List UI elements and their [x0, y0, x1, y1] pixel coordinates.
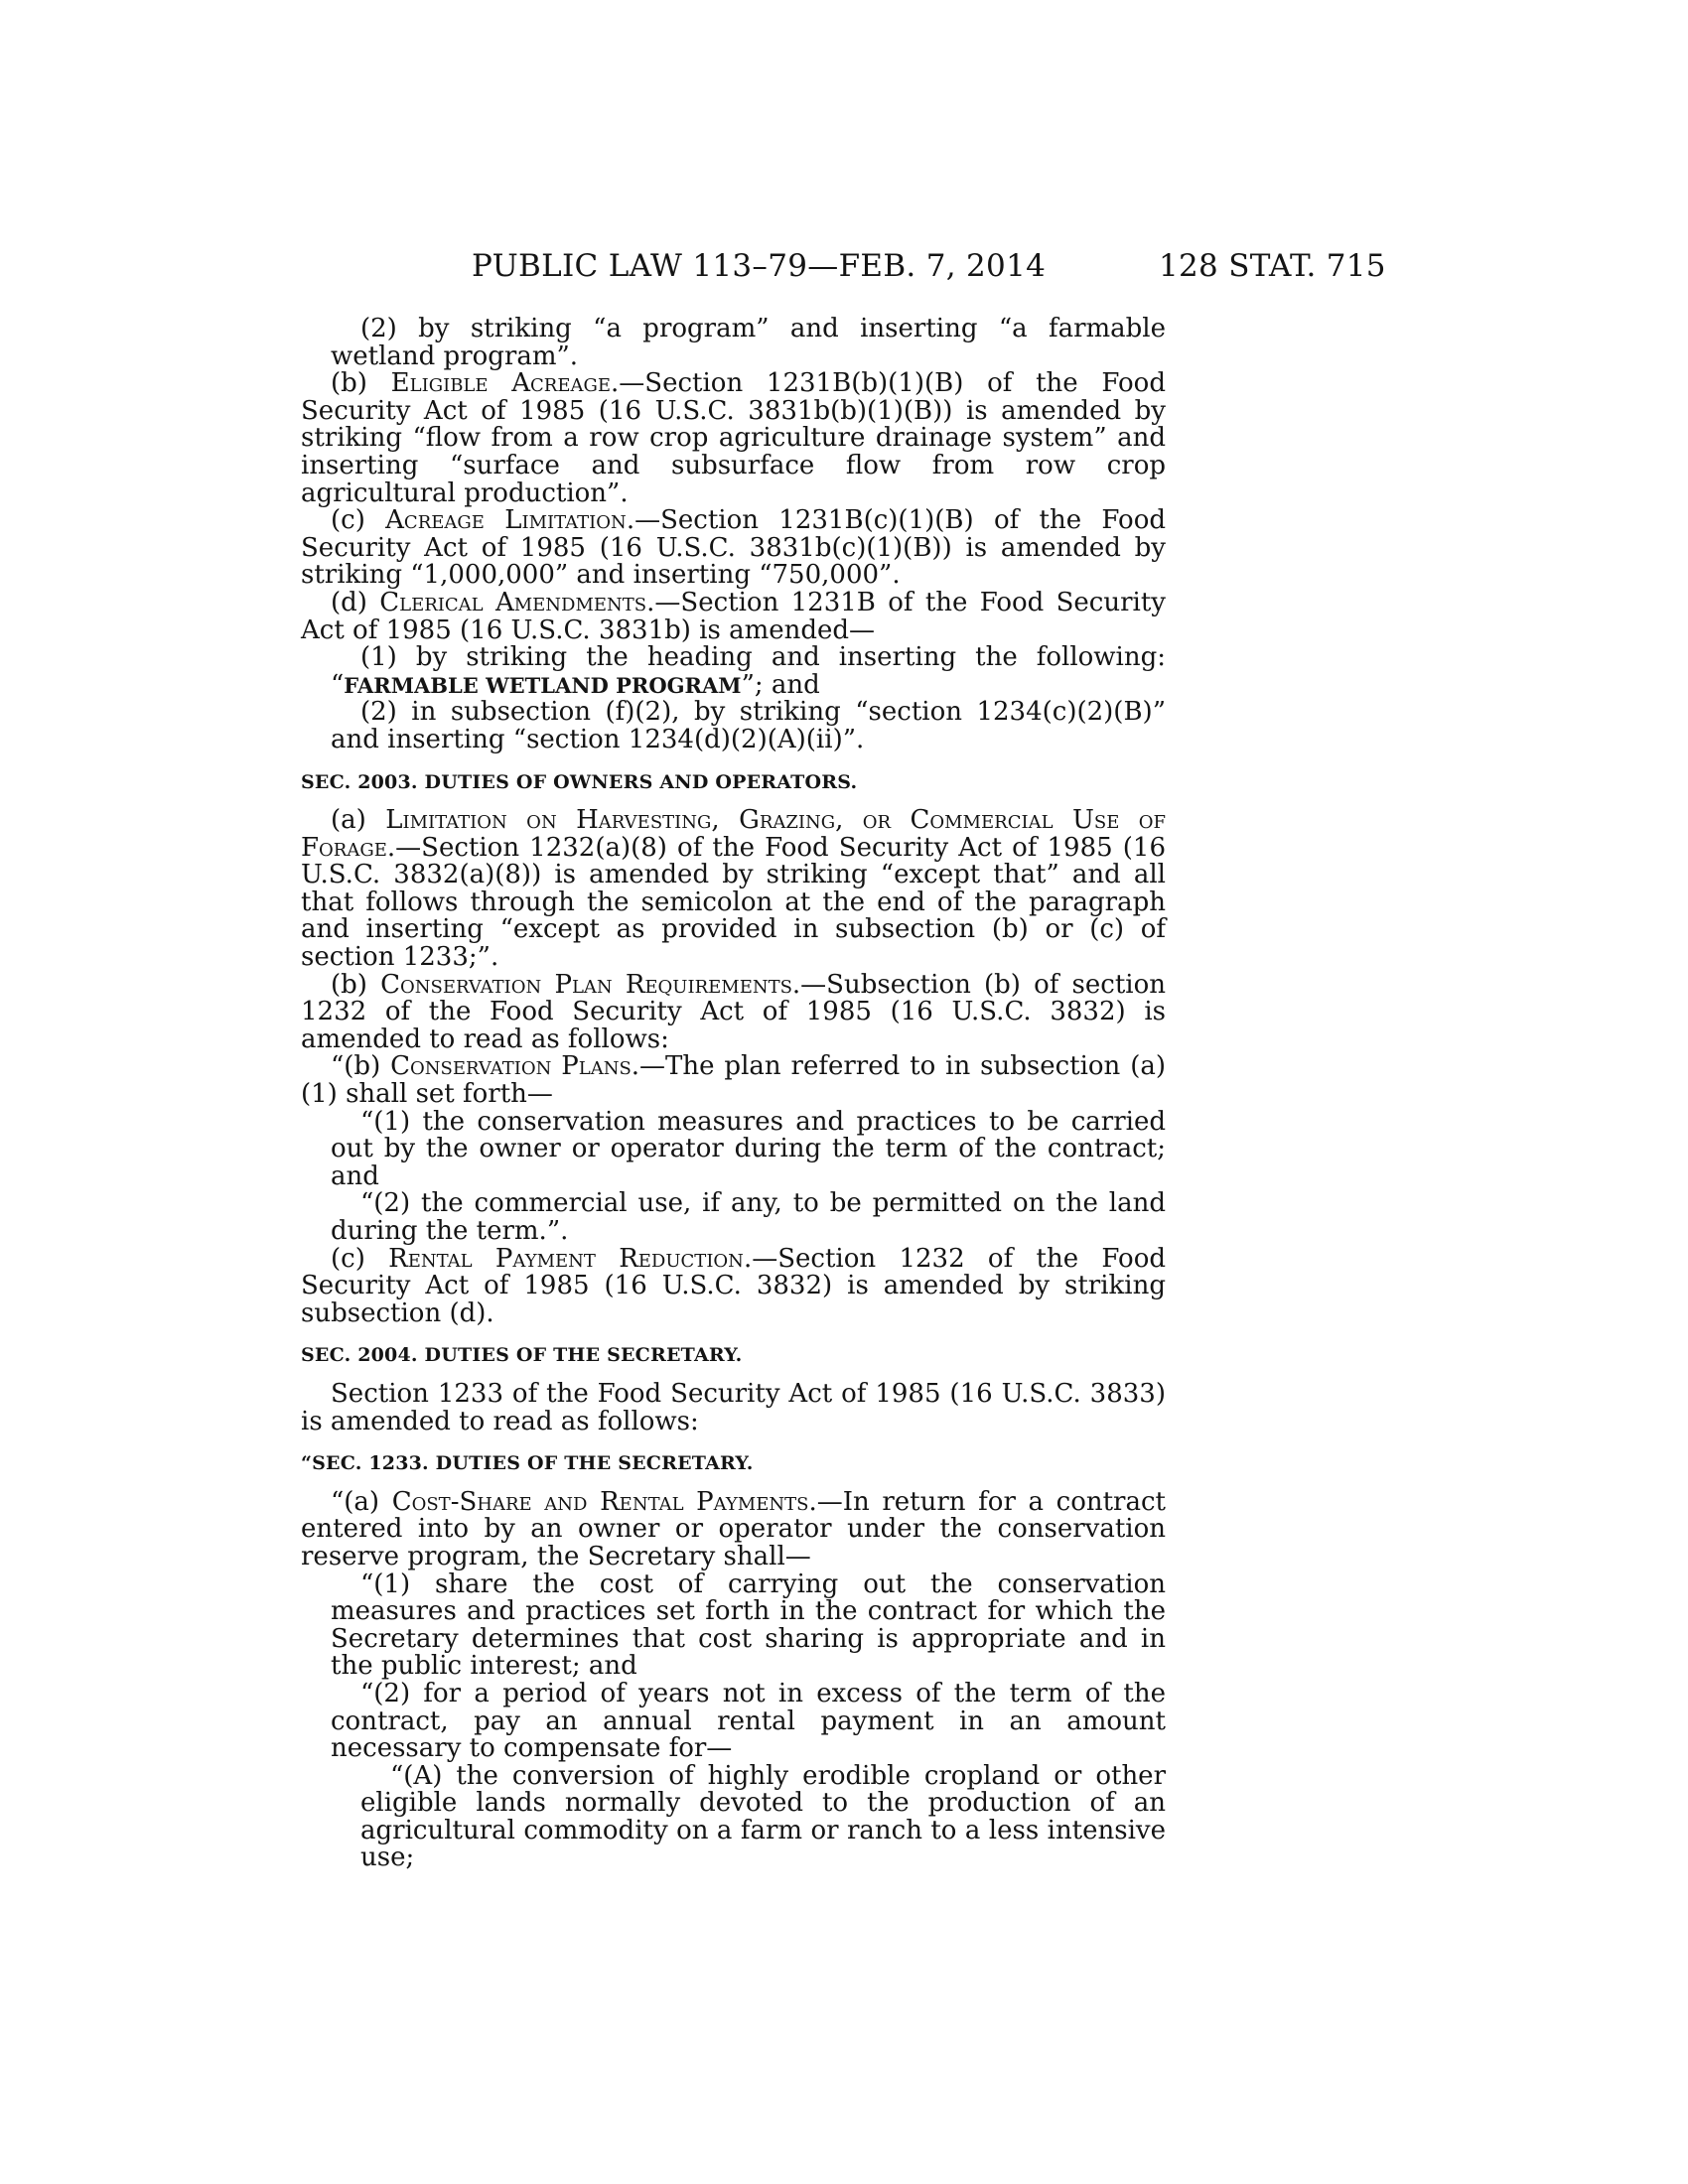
subsection-heading: Clerical Amendments	[379, 587, 647, 617]
section-heading-1233: “SEC. 1233. DUTIES OF THE SECRETARY.	[301, 1452, 754, 1475]
subsection-heading: Limitation on Harvesting, Grazing, or Commercial Use of Forage	[301, 805, 1166, 863]
subsection-b-eligible-acreage: (b) Eligible Acreage.—Section 1231B(b)(1)(B) of the Food Security Act of 1985 (16 U.S.C. 3831b(b)(1)(B)) is amended by striking “flow from a row crop agriculture drainage system” and inserting “surface and subsurface flow from row crop agricultural production”.	[301, 368, 1166, 508]
subsection-a-limitation-harvesting: (a) Limitation on Harvesting, Grazing, or Commercial Use of Forage.—Section 1232(a)(8) of the Food Security Act of 1985 (16 U.S.C. 3832(a)(8)) is amended by striking “except that” and all that follows through the semicolon at the end of the paragraph and inserting “except as provided in subsection (b) or (c) of section 1233;”.	[301, 805, 1166, 973]
page-header	[0, 248, 1688, 288]
quoted-subsection-b-conservation-plans: “(b) Conservation Plans.—The plan referred to in subsection (a)(1) shall set forth—	[301, 1051, 1166, 1110]
running-head: PUBLIC LAW 113–79—FEB. 7, 2014	[472, 248, 1047, 284]
quoted-paragraph-1: “(1) the conservation measures and practices to be carried out by the owner or operator during the term of the contract; and	[331, 1106, 1166, 1191]
subsection-a-cost-share: “(a) Cost-Share and Rental Payments.—In return for a contract entered into by an owner or operator under the conservation reserve program, the Secretary shall—	[301, 1486, 1166, 1571]
subsection-d-clerical-amendments: (d) Clerical Amendments.—Section 1231B of the Food Security Act of 1985 (16 U.S.C. 3831b) is amended—	[301, 587, 1166, 645]
subsection-heading: Rental Payment Reduction	[388, 1243, 744, 1274]
section-2004-text: Section 1233 of the Food Security Act of 1985 (16 U.S.C. 3833) is amended to read as follows:	[301, 1378, 1166, 1436]
document-body	[301, 316, 1166, 1872]
quoted-subparagraph-a: “(A) the conversion of highly erodible cropland or other eligible lands normally devoted to the production of an agricultural commodity on a farm or ranch to a less intensive use;	[360, 1760, 1166, 1873]
subsection-c-acreage-limitation: (c) Acreage Limitation.—Section 1231B(c)(1)(B) of the Food Security Act of 1985 (16 U.S.C. 3831b(c)(1)(B)) is amended by striking “1,000,000” and inserting “750,000”.	[301, 505, 1166, 591]
quoted-paragraph-2: “(2) the commercial use, if any, to be permitted on the land during the term.”.	[331, 1188, 1166, 1246]
section-heading-2003: SEC. 2003. DUTIES OF OWNERS AND OPERATORS.	[301, 770, 858, 793]
subsection-heading: Eligible Acreage	[390, 368, 612, 399]
subsection-heading: Conservation Plan Requirements	[380, 969, 792, 1000]
paragraph-clerical-2: (2) in subsection (f)(2), by striking “section 1234(c)(2)(B)” and inserting “section 1234(d)(2)(A)(ii)”.	[331, 697, 1166, 754]
statute-page-number: 128 STAT. 715	[1159, 248, 1386, 284]
subsection-heading: Acreage Limitation	[385, 505, 627, 536]
quoted-paragraph-cost-share-2: “(2) for a period of years not in excess of the term of the contract, pay an annual rental payment in an amount necessary to compensate for—	[331, 1678, 1166, 1764]
paragraph-clerical-1: (1) by striking the heading and inserting the following: “FARMABLE WETLAND PROGRAM”; and	[331, 642, 1166, 700]
subsection-b-conservation-plan-requirements: (b) Conservation Plan Requirements.—Subsection (b) of section 1232 of the Food Security Act of 1985 (16 U.S.C. 3832) is amended to read as follows:	[301, 969, 1166, 1054]
section-heading-2004: SEC. 2004. DUTIES OF THE SECRETARY.	[301, 1344, 743, 1367]
paragraph-amendment-2: (2) by striking “a program” and inserting “a farmable wetland program”.	[331, 314, 1166, 371]
subsection-heading: Conservation Plans	[390, 1051, 632, 1082]
subsection-heading: Cost-Share and Rental Payments	[391, 1486, 809, 1517]
new-heading-text: FARMABLE WETLAND PROGRAM	[344, 672, 742, 698]
subsection-c-rental-payment-reduction: (c) Rental Payment Reduction.—Section 1232 of the Food Security Act of 1985 (16 U.S.C. 3832) is amended by striking subsection (d).	[301, 1243, 1166, 1328]
quoted-paragraph-cost-share-1: “(1) share the cost of carrying out the conservation measures and practices set forth in the contract for which the Secretary determines that cost sharing is appropriate and in the public interest; and	[331, 1569, 1166, 1682]
